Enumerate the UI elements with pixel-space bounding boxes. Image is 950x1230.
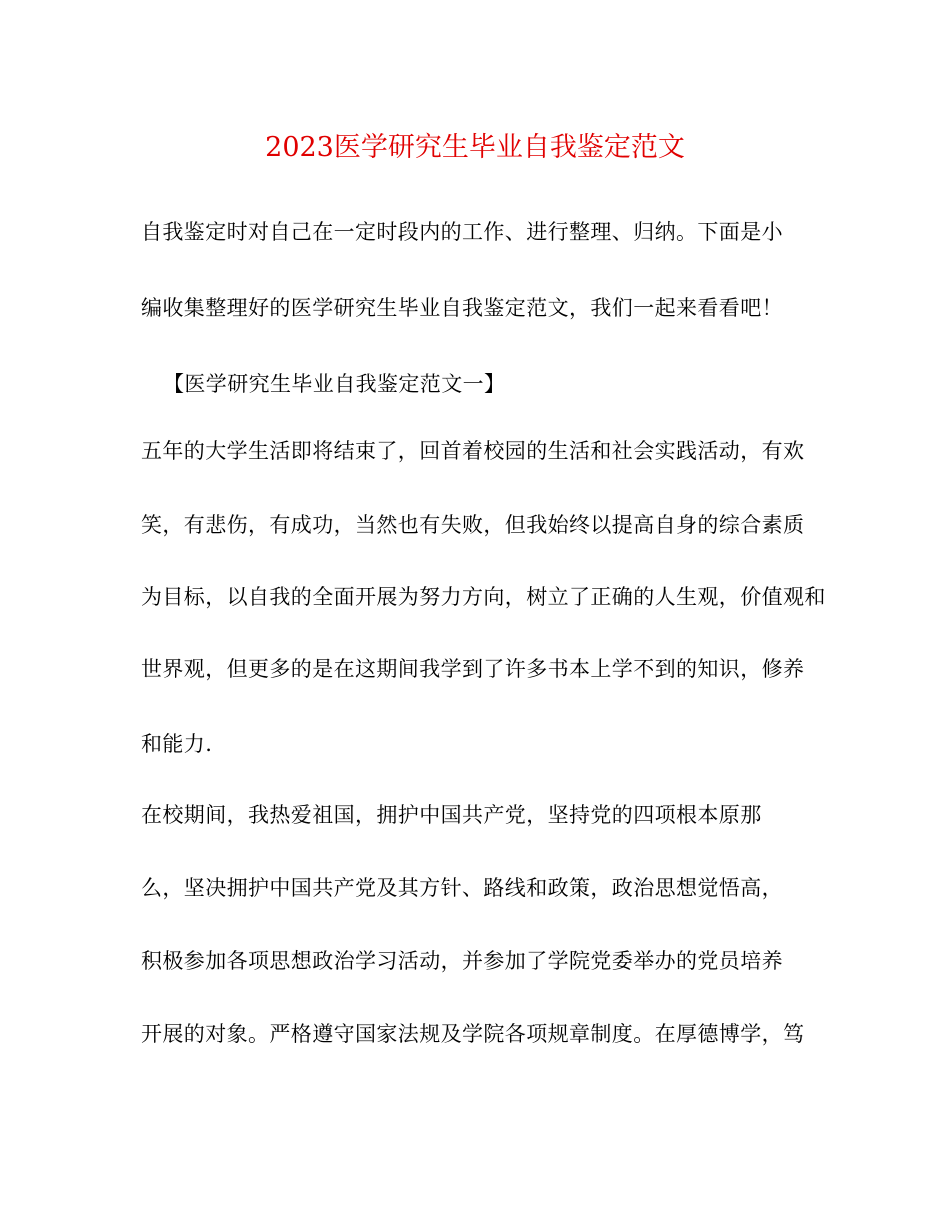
paragraph-line: 为目标，以自我的全面开展为努力方向，树立了正确的人生观，价值观和: [141, 585, 826, 609]
paragraph-line: 开展的对象。严格遵守国家法规及学院各项规章制度。在厚德博学，笃: [141, 1022, 805, 1046]
paragraph-line: 世界观，但更多的是在这期间我学到了许多书本上学不到的知识，修养: [141, 657, 805, 681]
paragraph-line: 自我鉴定时对自己在一定时段内的工作、进行整理、归纳。下面是小: [141, 220, 783, 244]
paragraph-line: 积极参加各项思想政治学习活动，并参加了学院党委举办的党员培养: [141, 949, 783, 973]
paragraph-line: 编收集整理好的医学研究生毕业自我鉴定范文，我们一起来看看吧！: [141, 296, 783, 320]
paragraph-line: 在校期间，我热爱祖国，拥护中国共产党，坚持党的四项根本原那: [141, 803, 762, 827]
paragraph-line: 笑，有悲伤，有成功，当然也有失败，但我始终以提高自身的综合素质: [141, 513, 805, 537]
paragraph-line: 么，坚决拥护中国共产党及其方针、路线和政策，政治思想觉悟高，: [141, 876, 783, 900]
section-heading: 【医学研究生毕业自我鉴定范文一】: [163, 372, 506, 396]
document-title: 2023医学研究生毕业自我鉴定范文: [265, 132, 685, 163]
paragraph-line: 五年的大学生活即将结束了，回首着校园的生活和社会实践活动，有欢: [141, 439, 805, 463]
paragraph-line: 和能力.: [141, 732, 213, 756]
